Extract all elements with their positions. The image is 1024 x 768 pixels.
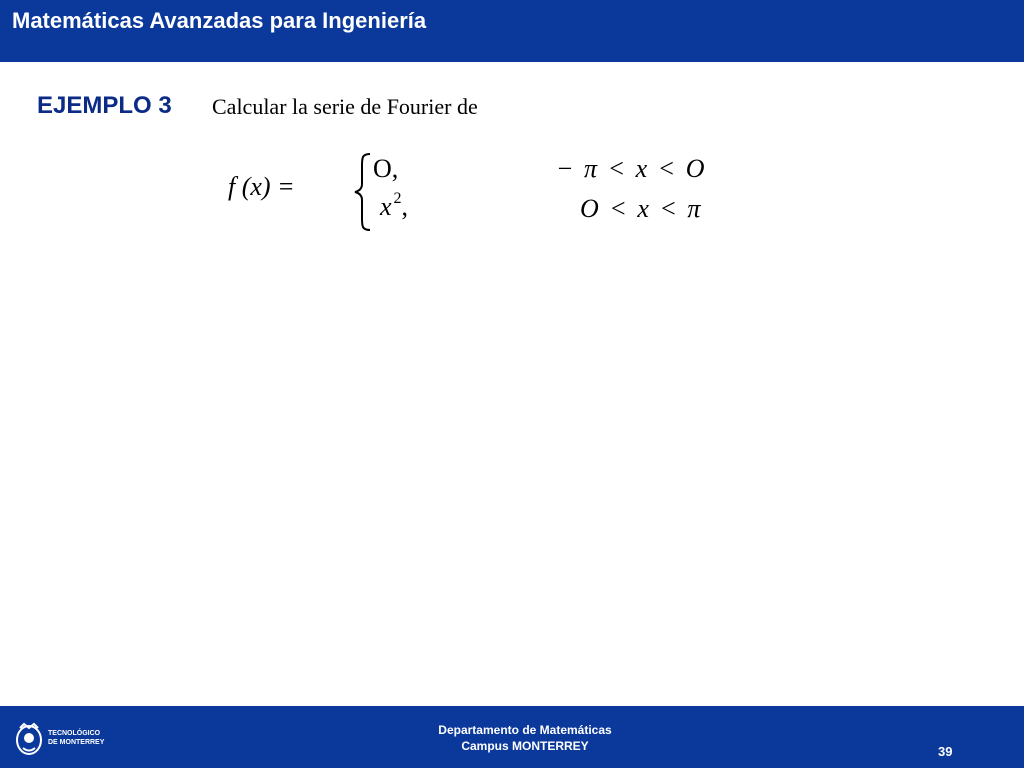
slide-title: Matemáticas Avanzadas para Ingeniería — [12, 8, 427, 33]
page-number: 39 — [938, 744, 953, 759]
example-label: EJEMPLO 3 — [37, 92, 172, 119]
header-bar — [0, 0, 1024, 62]
case-2-base: x — [380, 192, 392, 221]
case-2-suffix: , — [401, 192, 409, 221]
logo-text — [48, 729, 104, 747]
example-statement: Calcular la serie de Fourier de — [212, 94, 478, 119]
case-2-value — [380, 190, 408, 222]
department-name: Departamento de Matemáticas — [438, 723, 612, 737]
case-2-exponent: 2 — [393, 190, 402, 207]
campus-name: Campus MONTERREY — [461, 739, 589, 753]
logo-line-2: DE MONTERREY — [48, 739, 105, 746]
footer-bar — [0, 706, 1024, 768]
logo-line-1: TECNOLÓGICO — [48, 730, 101, 737]
footer-department — [360, 722, 690, 754]
tec-logo — [14, 720, 124, 760]
case-1-value: O, — [373, 154, 399, 183]
tec-emblem-icon — [14, 722, 44, 756]
case-2-condition: O < x < π — [580, 194, 703, 223]
formula-lhs: f (x) = — [228, 172, 295, 201]
case-1-condition: − π < x < O — [556, 154, 707, 183]
left-brace-icon — [352, 152, 374, 232]
piecewise-formula — [220, 150, 780, 240]
